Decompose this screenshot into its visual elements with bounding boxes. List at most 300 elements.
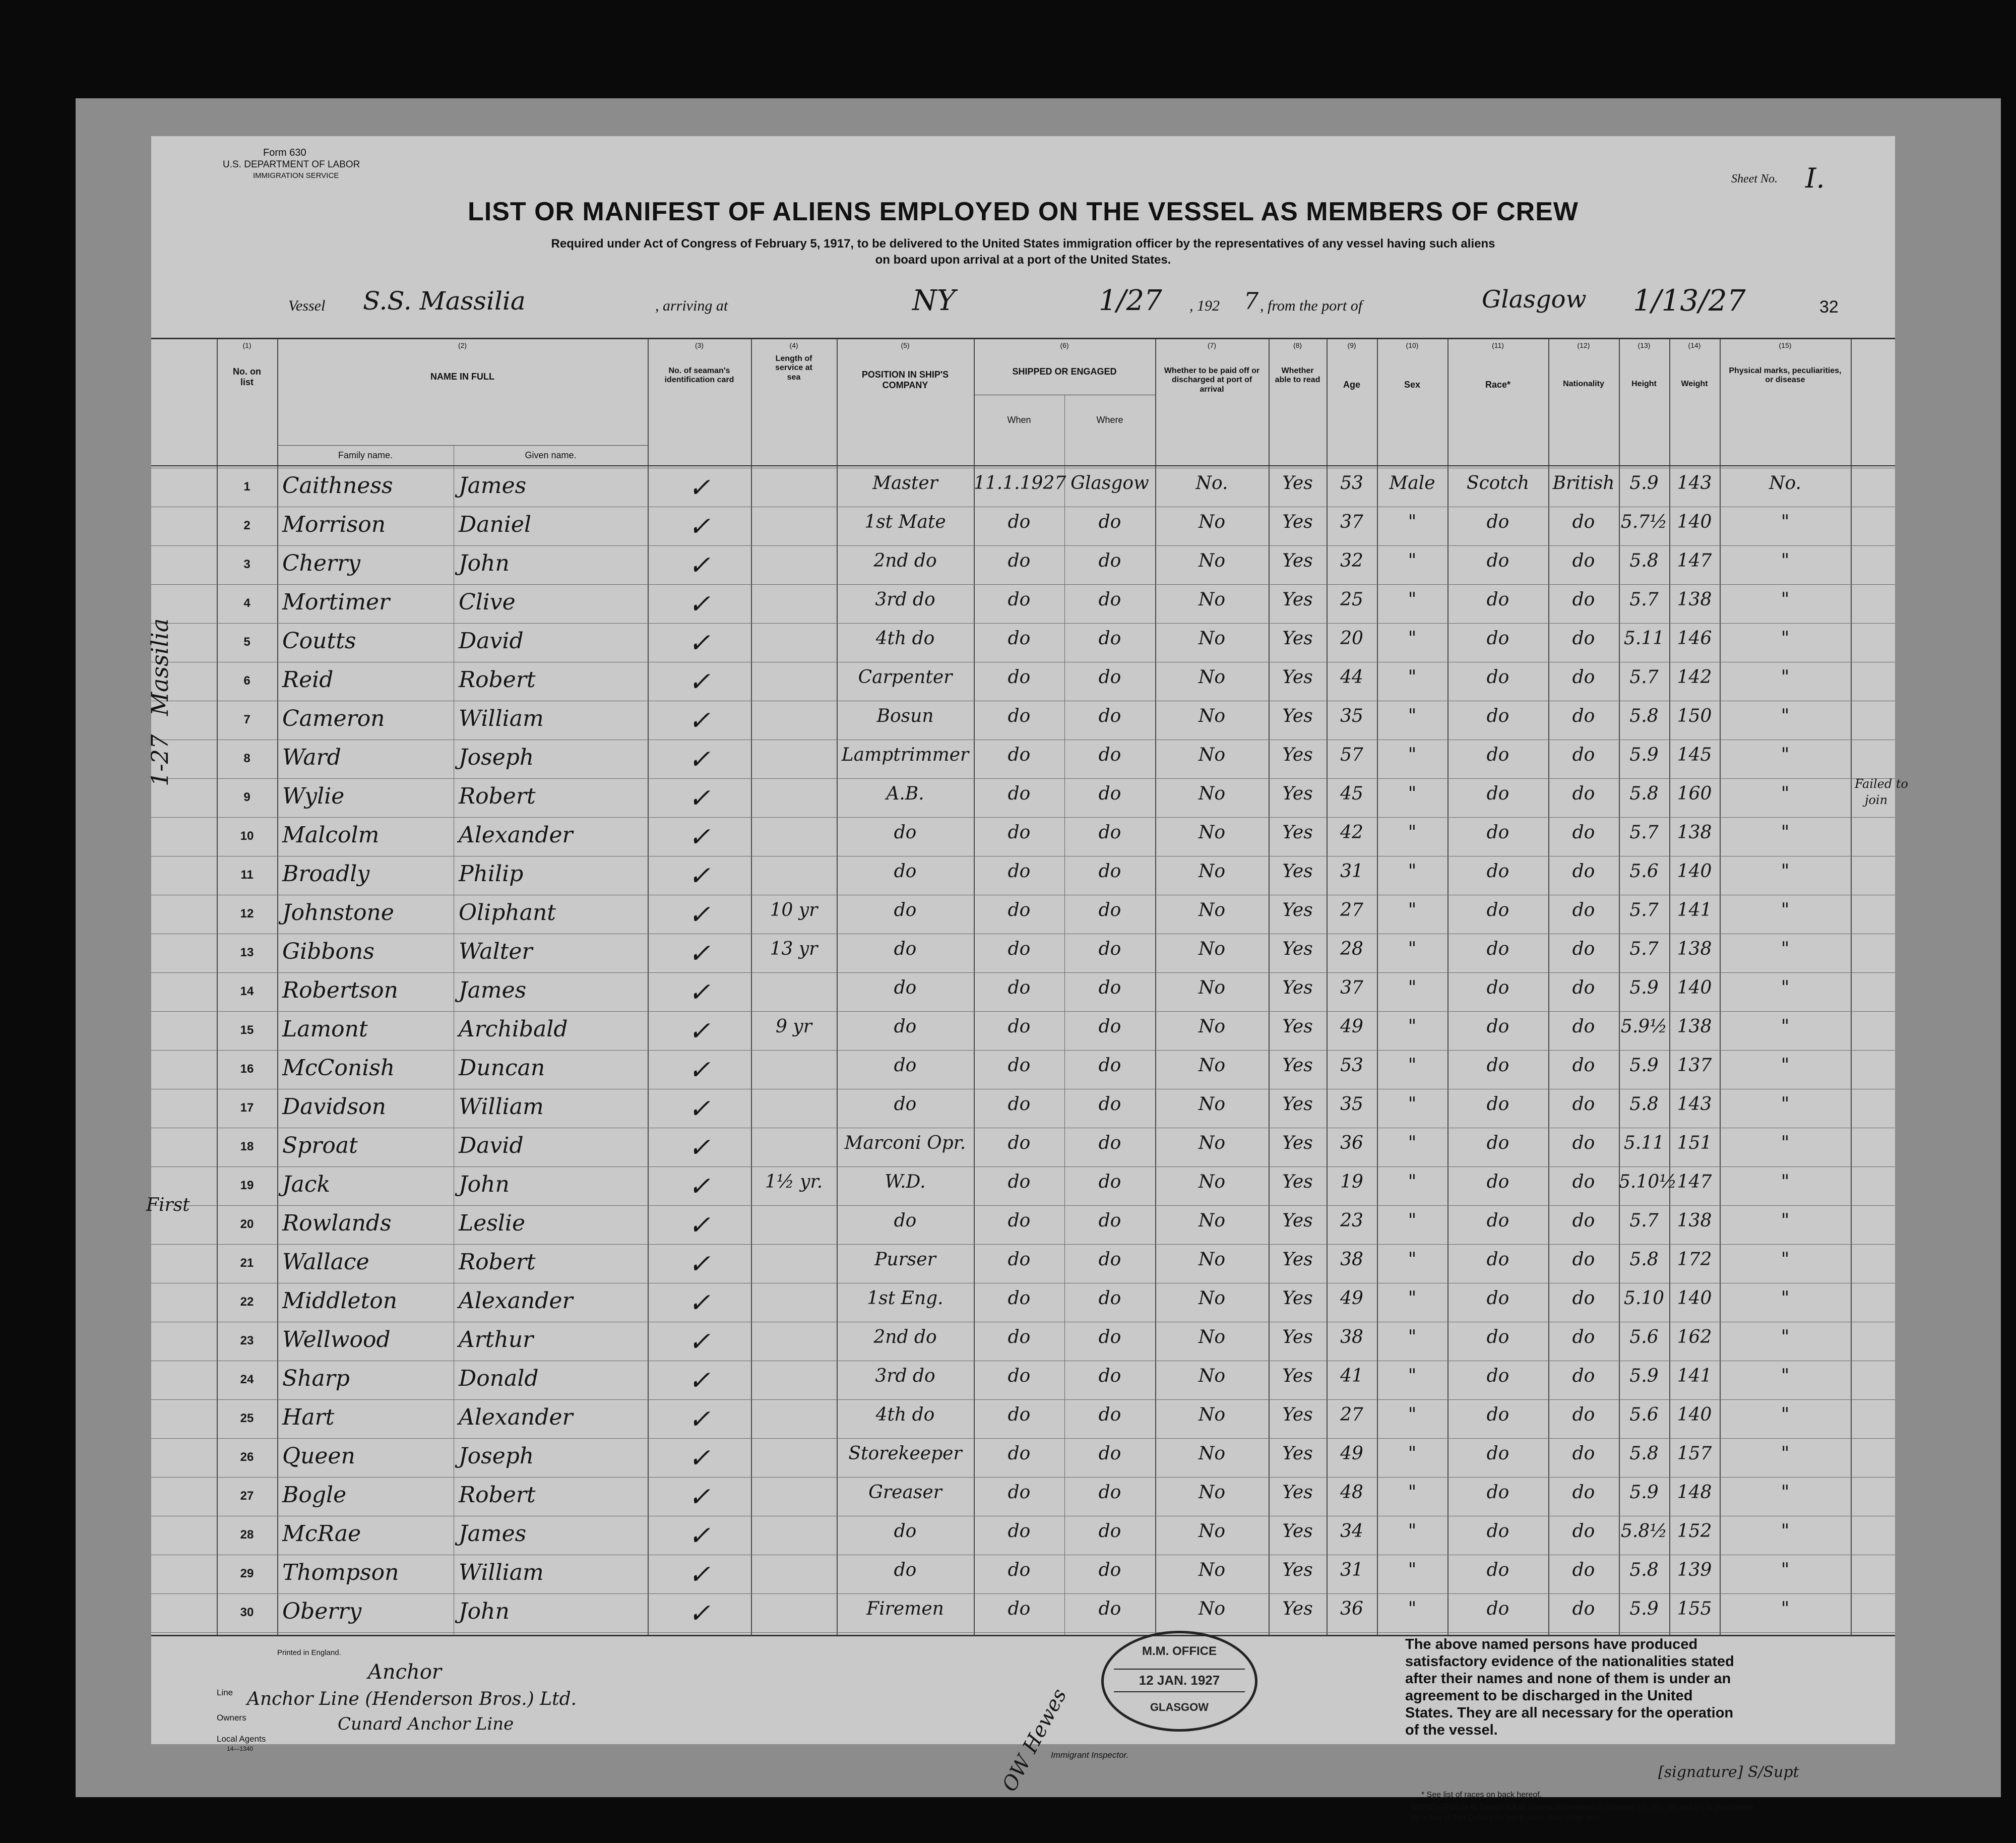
height: 5.9 xyxy=(1629,473,1659,494)
service-length: 13 yr xyxy=(770,939,818,959)
age: 57 xyxy=(1340,745,1363,765)
age: 44 xyxy=(1340,667,1363,688)
table-row xyxy=(151,817,1895,856)
nationality: do xyxy=(1572,1133,1595,1153)
age: 28 xyxy=(1340,939,1363,959)
height: 5.8 xyxy=(1629,1249,1659,1270)
position: Purser xyxy=(874,1249,936,1270)
row-number: 10 xyxy=(240,829,254,843)
given-name: Archibald xyxy=(459,1016,568,1042)
id-card-check: ✓ xyxy=(688,473,711,503)
shipped-when: do xyxy=(1007,822,1031,843)
service-length: 9 yr xyxy=(776,1016,812,1037)
able-to-read: Yes xyxy=(1282,900,1313,920)
paid-off: No xyxy=(1198,745,1226,765)
family-name: Thompson xyxy=(282,1560,399,1585)
physical-marks: " xyxy=(1781,939,1790,959)
col-11-num: (11) xyxy=(1492,341,1504,349)
able-to-read: Yes xyxy=(1282,745,1313,765)
family-name: Caithness xyxy=(282,473,393,499)
given-name: Robert xyxy=(459,1249,536,1275)
row-number: 5 xyxy=(243,635,250,649)
able-to-read: Yes xyxy=(1282,589,1313,610)
table-row xyxy=(151,584,1895,623)
row-number: 4 xyxy=(243,596,250,610)
failed-to-join-note-1: Failed to xyxy=(1855,777,1908,791)
table-row xyxy=(151,1516,1895,1555)
nationality: do xyxy=(1572,1094,1595,1115)
position: 4th do xyxy=(875,628,935,649)
height: 5.9 xyxy=(1629,1482,1659,1503)
sex: " xyxy=(1408,628,1417,649)
manifest-subtitle-1: Required under Act of Congress of February 5, 1917, to be delivered to the United States immigration officer by the representatives of any vessel having such aliens xyxy=(551,237,1495,251)
row-number: 21 xyxy=(240,1256,254,1270)
race: do xyxy=(1486,861,1509,882)
family-name: Sharp xyxy=(282,1366,350,1391)
weight: 141 xyxy=(1677,1366,1712,1386)
arrival-date: 1/27 xyxy=(1099,284,1162,317)
manifest-subtitle-2: on board upon arrival at a port of the United States. xyxy=(875,253,1171,267)
shipped-where: do xyxy=(1098,1288,1121,1309)
shipped-when: do xyxy=(1007,667,1031,688)
shipped-where: do xyxy=(1098,745,1121,765)
inspector-label: Immigrant Inspector. xyxy=(1051,1750,1129,1760)
id-card-check: ✓ xyxy=(688,1094,711,1124)
weight: 150 xyxy=(1677,706,1712,726)
row-number: 8 xyxy=(243,752,250,765)
race: do xyxy=(1486,628,1509,649)
id-card-check: ✓ xyxy=(688,628,711,658)
nationality: do xyxy=(1572,861,1595,882)
nationality: do xyxy=(1572,1482,1595,1503)
shipped-when: do xyxy=(1007,1599,1031,1619)
penalty-note: NOTE.—Failure to furnish full or correct information in columns (3), (5), (6) and (7) is punishable by a fine of Ten Dollars for each alien. See other side. xyxy=(1411,1803,1754,1822)
height: 5.6 xyxy=(1629,861,1659,882)
paid-off: No xyxy=(1198,1560,1226,1580)
position: do xyxy=(894,1016,917,1037)
stamp-date: 12 JAN. 1927 xyxy=(1114,1669,1245,1692)
paid-off: No xyxy=(1198,1016,1226,1037)
shipped-when: do xyxy=(1007,1443,1031,1464)
shipped-where: do xyxy=(1098,1327,1121,1347)
age: 42 xyxy=(1340,822,1363,843)
department-label: U.S. DEPARTMENT OF LABOR xyxy=(223,159,360,170)
table-row xyxy=(151,1089,1895,1128)
height: 5.7 xyxy=(1629,939,1659,959)
col-8-header: Whether able to read xyxy=(1275,366,1320,385)
family-name: Malcolm xyxy=(282,822,380,848)
given-name: William xyxy=(459,1094,544,1120)
shipped-where: do xyxy=(1098,1172,1121,1192)
able-to-read: Yes xyxy=(1282,1133,1313,1153)
able-to-read: Yes xyxy=(1282,628,1313,649)
id-card-check: ✓ xyxy=(688,1055,711,1085)
nationality: do xyxy=(1572,1443,1595,1464)
shipped-where: do xyxy=(1098,1366,1121,1386)
sex: " xyxy=(1408,939,1417,959)
paid-off: No xyxy=(1198,900,1226,920)
sex: " xyxy=(1408,1521,1417,1542)
weight: 143 xyxy=(1677,1094,1712,1115)
given-name: Joseph xyxy=(459,745,534,770)
table-row xyxy=(151,1205,1895,1244)
height: 5.9 xyxy=(1629,1599,1659,1619)
able-to-read: Yes xyxy=(1282,473,1313,494)
col-12-header: Nationality xyxy=(1563,380,1604,388)
position: A.B. xyxy=(886,783,924,804)
vessel-label: Vessel xyxy=(288,297,326,314)
row-number: 25 xyxy=(240,1411,254,1425)
id-card-check: ✓ xyxy=(688,512,711,542)
id-card-check: ✓ xyxy=(688,1172,711,1202)
position: Bosun xyxy=(876,706,934,726)
able-to-read: Yes xyxy=(1282,1521,1313,1542)
paid-off: No xyxy=(1198,1599,1226,1619)
physical-marks: " xyxy=(1781,1521,1790,1542)
physical-marks: " xyxy=(1781,822,1790,843)
shipped-where: do xyxy=(1098,1133,1121,1153)
physical-marks: " xyxy=(1781,1172,1790,1192)
age: 36 xyxy=(1340,1599,1363,1619)
nationality: British xyxy=(1552,473,1615,494)
given-name: Alexander xyxy=(459,1404,573,1430)
shipped-when: do xyxy=(1007,512,1031,532)
sex: " xyxy=(1408,1366,1417,1386)
sex: " xyxy=(1408,1482,1417,1503)
position: do xyxy=(894,1521,917,1542)
shipped-when: do xyxy=(1007,1094,1031,1115)
position: do xyxy=(894,977,917,998)
col-5-header: POSITION IN SHIP'S COMPANY xyxy=(861,370,949,390)
age: 31 xyxy=(1340,1560,1363,1580)
id-card-check: ✓ xyxy=(688,1133,711,1163)
crew-table xyxy=(151,338,1908,1636)
id-card-check: ✓ xyxy=(688,822,711,852)
sex: " xyxy=(1408,1288,1417,1309)
nationality: do xyxy=(1572,589,1595,610)
position: do xyxy=(894,861,917,882)
sex: " xyxy=(1408,512,1417,532)
paid-off: No. xyxy=(1195,473,1228,494)
margin-vessel-word: Massilia xyxy=(146,618,173,716)
able-to-read: Yes xyxy=(1282,1327,1313,1347)
given-name: David xyxy=(459,1133,524,1158)
sex: " xyxy=(1408,822,1417,843)
nationality: do xyxy=(1572,745,1595,765)
col-1-header: No. on list xyxy=(233,366,261,387)
physical-marks: " xyxy=(1781,1055,1790,1076)
paid-off: No xyxy=(1198,1366,1226,1386)
id-card-check: ✓ xyxy=(688,1288,711,1318)
sex: " xyxy=(1408,1172,1417,1192)
family-name: Davidson xyxy=(282,1094,387,1120)
paid-off: No xyxy=(1198,783,1226,804)
weight: 139 xyxy=(1677,1560,1712,1580)
family-name: Mortimer xyxy=(282,589,390,615)
id-card-check: ✓ xyxy=(688,783,711,814)
shipped-where: do xyxy=(1098,628,1121,649)
nationality: do xyxy=(1572,512,1595,532)
table-row xyxy=(151,701,1895,740)
paid-off: No xyxy=(1198,706,1226,726)
row-number: 14 xyxy=(240,985,254,998)
id-card-check: ✓ xyxy=(688,1404,711,1435)
id-card-check: ✓ xyxy=(688,1599,711,1629)
family-name: Sproat xyxy=(282,1133,358,1158)
height: 5.7 xyxy=(1629,822,1659,843)
position: Marconi Opr. xyxy=(844,1133,966,1153)
from-port-label: , from the port of xyxy=(1260,297,1363,314)
height: 5.6 xyxy=(1629,1327,1659,1347)
owners-value: Anchor Line (Henderson Bros.) Ltd. xyxy=(247,1689,577,1709)
height: 5.8 xyxy=(1629,706,1659,726)
nationality: do xyxy=(1572,628,1595,649)
row-number: 20 xyxy=(240,1217,254,1231)
position: do xyxy=(894,1560,917,1580)
family-name: Jack xyxy=(282,1172,331,1197)
given-name: David xyxy=(459,628,524,654)
shipped-where: do xyxy=(1098,1482,1121,1503)
sex: " xyxy=(1408,1094,1417,1115)
col-13-header: Height xyxy=(1631,380,1657,388)
age: 25 xyxy=(1340,589,1363,610)
sheet-number: I. xyxy=(1805,162,1825,194)
agents-label: Local Agents xyxy=(217,1734,266,1744)
given-name: Robert xyxy=(459,667,536,693)
position: Master xyxy=(872,473,938,494)
sex: " xyxy=(1408,783,1417,804)
table-row xyxy=(151,1283,1895,1322)
shipped-when: do xyxy=(1007,939,1031,959)
shipped-when: 11.1.1927 xyxy=(974,473,1066,494)
id-card-check: ✓ xyxy=(688,1521,711,1551)
id-card-check: ✓ xyxy=(688,1482,711,1512)
physical-marks: " xyxy=(1781,1560,1790,1580)
family-name: Lamont xyxy=(282,1016,368,1042)
age: 38 xyxy=(1340,1249,1363,1270)
col-7-num: (7) xyxy=(1207,341,1217,349)
shipped-when: do xyxy=(1007,628,1031,649)
family-name: Wallace xyxy=(282,1249,369,1275)
paid-off: No xyxy=(1198,1482,1226,1503)
row-number: 9 xyxy=(243,790,250,804)
shipped-when: do xyxy=(1007,745,1031,765)
table-row xyxy=(151,1438,1895,1477)
age: 48 xyxy=(1340,1482,1363,1503)
row-number: 28 xyxy=(240,1528,254,1542)
age: 49 xyxy=(1340,1288,1363,1309)
given-name: John xyxy=(459,1172,510,1197)
sex: " xyxy=(1408,745,1417,765)
race: do xyxy=(1486,1016,1509,1037)
shipped-when: do xyxy=(1007,589,1031,610)
paid-off: No xyxy=(1198,977,1226,998)
nationality: do xyxy=(1572,1055,1595,1076)
family-name: Bogle xyxy=(282,1482,347,1508)
col-6-num: (6) xyxy=(1060,341,1069,349)
shipped-when: do xyxy=(1007,861,1031,882)
departure-port: Glasgow xyxy=(1482,285,1587,314)
physical-marks: " xyxy=(1781,977,1790,998)
table-row xyxy=(151,545,1895,584)
shipped-when: do xyxy=(1007,900,1031,920)
id-card-check: ✓ xyxy=(688,1016,711,1047)
position: 3rd do xyxy=(875,1366,935,1386)
able-to-read: Yes xyxy=(1282,1055,1313,1076)
id-card-check: ✓ xyxy=(688,745,711,775)
physical-marks: " xyxy=(1781,861,1790,882)
sheet-number-label: Sheet No. xyxy=(1731,172,1778,186)
given-name: Philip xyxy=(459,861,524,887)
nationality: do xyxy=(1572,1288,1595,1309)
weight: 157 xyxy=(1677,1443,1712,1464)
given-name: John xyxy=(459,1599,510,1624)
when-header: When xyxy=(1007,415,1031,425)
age: 45 xyxy=(1340,783,1363,804)
nationality: do xyxy=(1572,1521,1595,1542)
row-number: 13 xyxy=(240,946,254,959)
shipped-when: do xyxy=(1007,783,1031,804)
shipped-where: do xyxy=(1098,1210,1121,1231)
age: 49 xyxy=(1340,1016,1363,1037)
given-name: William xyxy=(459,706,544,731)
paid-off: No xyxy=(1198,512,1226,532)
row-number: 1 xyxy=(243,480,250,494)
nationality: do xyxy=(1572,1172,1595,1192)
table-row xyxy=(151,468,1895,507)
height: 5.10½ xyxy=(1619,1172,1677,1192)
service-length: 1½ yr. xyxy=(765,1172,823,1192)
weight: 138 xyxy=(1677,589,1712,610)
shipped-when: do xyxy=(1007,1288,1031,1309)
age: 38 xyxy=(1340,1327,1363,1347)
printed-in: Printed in England. xyxy=(277,1648,341,1657)
family-name: Queen xyxy=(282,1443,355,1469)
age: 37 xyxy=(1340,512,1363,532)
table-row xyxy=(151,895,1895,934)
table-row xyxy=(151,662,1895,701)
paid-off: No xyxy=(1198,1521,1226,1542)
margin-date: 1-27 xyxy=(146,734,173,786)
nationality: do xyxy=(1572,1404,1595,1425)
family-name: McConish xyxy=(282,1055,395,1081)
family-name: McRae xyxy=(282,1521,361,1547)
race: do xyxy=(1486,667,1509,688)
shipped-when: do xyxy=(1007,1016,1031,1037)
physical-marks: " xyxy=(1781,1094,1790,1115)
physical-marks: " xyxy=(1781,1366,1790,1386)
sex: Male xyxy=(1389,473,1435,494)
age: 41 xyxy=(1340,1366,1363,1386)
family-name: Wylie xyxy=(282,783,345,809)
physical-marks: " xyxy=(1781,783,1790,804)
sex: " xyxy=(1408,1210,1417,1231)
nationality: do xyxy=(1572,1016,1595,1037)
able-to-read: Yes xyxy=(1282,939,1313,959)
height: 5.10 xyxy=(1623,1288,1665,1309)
height: 5.7½ xyxy=(1620,512,1668,532)
race: do xyxy=(1486,512,1509,532)
nationality: do xyxy=(1572,1560,1595,1580)
line-label: Line xyxy=(217,1688,233,1697)
shipped-where: do xyxy=(1098,1443,1121,1464)
nationality: do xyxy=(1572,706,1595,726)
given-name: Daniel xyxy=(459,512,532,537)
failed-to-join-note-2: join xyxy=(1865,793,1888,807)
col-4-header: Length of service at sea xyxy=(775,354,812,382)
physical-marks: " xyxy=(1781,512,1790,532)
id-card-check: ✓ xyxy=(688,1443,711,1473)
manifest-sheet xyxy=(146,136,1908,1822)
row-number: 6 xyxy=(243,674,250,688)
col-13-num: (13) xyxy=(1637,341,1651,349)
physical-marks: No. xyxy=(1769,473,1801,494)
col-7-header: Whether to be paid off or discharged at port of arrival xyxy=(1164,366,1260,394)
age: 20 xyxy=(1340,628,1363,649)
weight: 162 xyxy=(1677,1327,1712,1347)
height: 5.8 xyxy=(1629,1094,1659,1115)
able-to-read: Yes xyxy=(1282,550,1313,571)
row-number: 17 xyxy=(240,1101,254,1115)
race: do xyxy=(1486,745,1509,765)
shipped-when: do xyxy=(1007,1327,1031,1347)
race: do xyxy=(1486,1560,1509,1580)
height: 5.9 xyxy=(1629,977,1659,998)
table-row xyxy=(151,972,1895,1011)
agents-code: 14—1340 xyxy=(227,1745,254,1752)
family-name: Gibbons xyxy=(282,939,374,964)
col-3-num: (3) xyxy=(695,341,704,349)
sex: " xyxy=(1408,900,1417,920)
family-name: Robertson xyxy=(282,977,398,1003)
col-12-num: (12) xyxy=(1577,341,1590,349)
position: Lamptrimmer xyxy=(841,745,969,765)
race: do xyxy=(1486,900,1509,920)
shipped-when: do xyxy=(1007,1366,1031,1386)
nationality: do xyxy=(1572,1327,1595,1347)
table-row xyxy=(151,1011,1895,1050)
family-name: Morrison xyxy=(282,512,386,537)
weight: 172 xyxy=(1677,1249,1712,1270)
weight: 138 xyxy=(1677,1210,1712,1231)
id-card-check: ✓ xyxy=(688,1210,711,1241)
owners-label: Owners xyxy=(217,1713,246,1723)
position: 3rd do xyxy=(875,589,935,610)
weight: 151 xyxy=(1677,1133,1712,1153)
age: 32 xyxy=(1340,550,1363,571)
sex: " xyxy=(1408,1133,1417,1153)
race: do xyxy=(1486,1210,1509,1231)
shipped-where: do xyxy=(1098,1249,1121,1270)
mm-office-stamp xyxy=(1101,1631,1257,1732)
row-number: 26 xyxy=(240,1450,254,1464)
physical-marks: " xyxy=(1781,1599,1790,1619)
shipped-where: do xyxy=(1098,1560,1121,1580)
physical-marks: " xyxy=(1781,1327,1790,1347)
row-number: 11 xyxy=(240,868,254,882)
age: 37 xyxy=(1340,977,1363,998)
nationality: do xyxy=(1572,1366,1595,1386)
able-to-read: Yes xyxy=(1282,1172,1313,1192)
weight: 140 xyxy=(1677,1404,1712,1425)
shipped-when: do xyxy=(1007,1482,1031,1503)
race: do xyxy=(1486,1094,1509,1115)
row-number: 22 xyxy=(240,1295,254,1309)
weight: 138 xyxy=(1677,822,1712,843)
nationality: do xyxy=(1572,939,1595,959)
table-row xyxy=(151,740,1895,778)
inspector-signature: OW Hewes xyxy=(998,1685,1072,1796)
